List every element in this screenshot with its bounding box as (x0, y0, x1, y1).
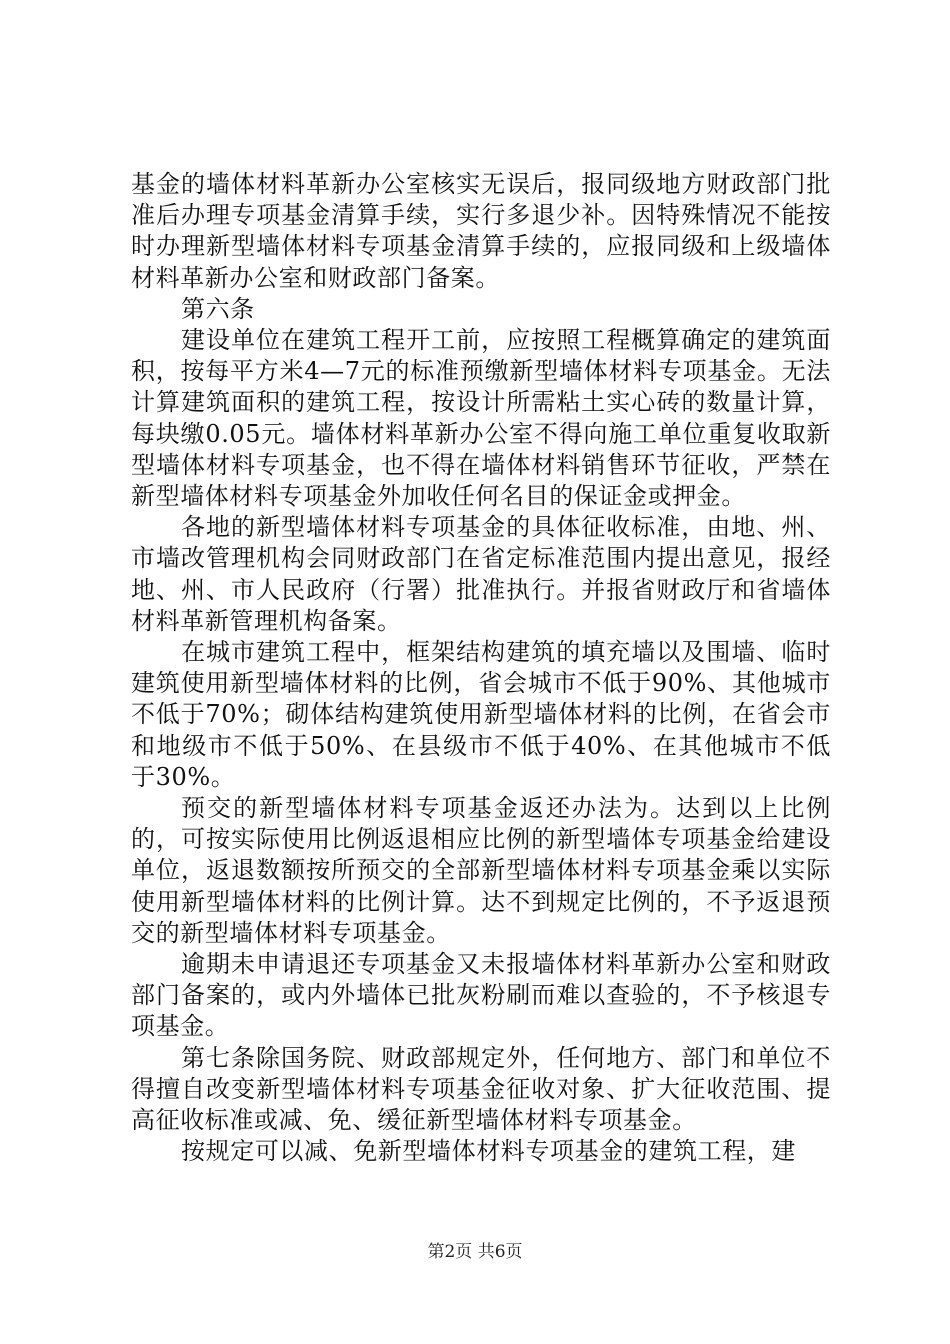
paragraph-article-6-heading: 第六条 (181, 294, 255, 323)
paragraph-5: 在城市建筑工程中，框架结构建筑的填充墙以及围墙、临时建筑使用新型墙体材料的比例，省会城市不低于90%、其他城市不低于70%；砌体结构建筑使用新型墙体材料的比例，在省会市和地级市不低于50%、在县级市不低于40%、在其他城市不低于30%。 (131, 638, 831, 791)
paragraph-3: 建设单位在建筑工程开工前，应按照工程概算确定的建筑面积，按每平方米4—7元的标准预缴新型墙体材料专项基金。无法计算建筑面积的建筑工程，按设计所需粘土实心砖的数量计算，每块缴0.05元。墙体材料革新办公室不得向施工单位重复收取新型墙体材料专项基金，也不得在墙体材料销售环节征收，严禁在新型墙体材料专项基金外加收任何名目的保证金或押金。 (131, 326, 831, 511)
page-number-footer: 第2页 共6页 (427, 1242, 523, 1262)
paragraph-8: 第七条除国务院、财政部规定外，任何地方、部门和单位不得擅自改变新型墙体材料专项基金征收对象、扩大征收范围、提高征收标准或减、免、缓征新型墙体材料专项基金。 (131, 1043, 831, 1135)
paragraph-1: 基金的墙体材料革新办公室核实无误后，报同级地方财政部门批准后办理专项基金清算手续，实行多退少补。因特殊情况不能按时办理新型墙体材料专项基金清算手续的，应报同级和上级墙体材料革新办公室和财政部门备案。 (131, 170, 831, 292)
paragraph-4: 各地的新型墙体材料专项基金的具体征收标准，由地、州、市墙改管理机构会同财政部门在省定标准范围内提出意见，报经地、州、市人民政府（行署）批准执行。并报省财政厅和省墙体材料革新管理机构备案。 (131, 513, 831, 635)
document-body (131, 169, 831, 1168)
paragraph-6: 预交的新型墙体材料专项基金返还办法为。达到以上比例的，可按实际使用比例返退相应比例的新型墙体专项基金给建设单位，返退数额按所预交的全部新型墙体材料专项基金乘以实际使用新型墙体材料的比例计算。达不到规定比例的，不予返退预交的新型墙体材料专项基金。 (131, 794, 831, 947)
paragraph-7: 逾期未申请退还专项基金又未报墙体材料革新办公室和财政部门备案的，或内外墙体已批灰粉刷而难以查验的，不予核退专项基金。 (131, 950, 831, 1041)
paragraph-9: 按规定可以减、免新型墙体材料专项基金的建筑工程，建 (181, 1137, 796, 1166)
